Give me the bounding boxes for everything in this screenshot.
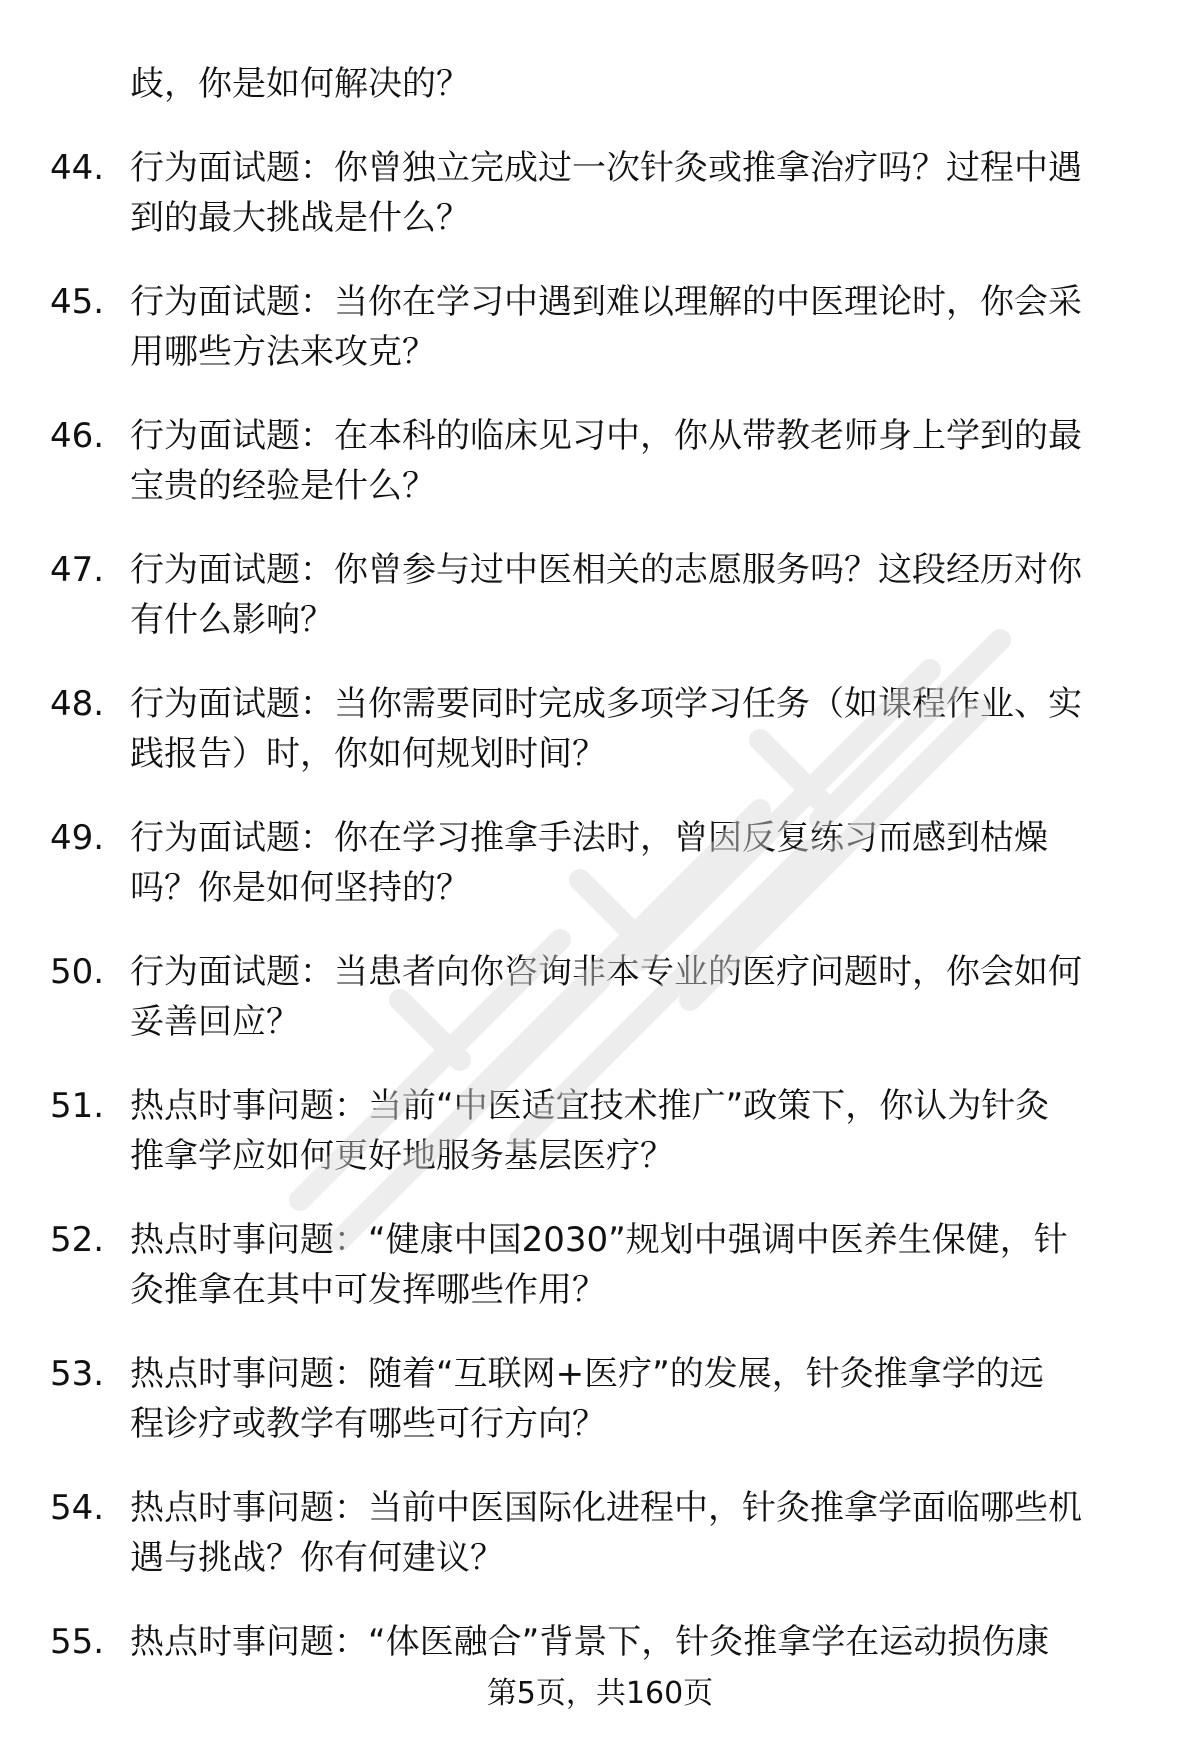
question-text-line: 有什么影响？ bbox=[130, 600, 334, 640]
question-number: 52. bbox=[50, 1220, 105, 1260]
question-text-line: 行为面试题：当患者向你咨询非本专业的医疗问题时，你会如何 bbox=[130, 952, 1082, 992]
continued-question-text: 歧，你是如何解决的？ bbox=[130, 64, 470, 104]
question-number: 45. bbox=[50, 282, 105, 322]
question-text-line: 到的最大挑战是什么？ bbox=[130, 198, 470, 238]
question-text-line: 行为面试题：当你需要同时完成多项学习任务（如课程作业、实 bbox=[130, 684, 1082, 724]
question-text-line: 热点时事问题：“健康中国2030”规划中强调中医养生保健，针 bbox=[130, 1220, 1068, 1260]
question-text-line: 热点时事问题：“体医融合”背景下，针灸推拿学在运动损伤康 bbox=[130, 1622, 1050, 1662]
list-item bbox=[0, 1348, 1200, 1482]
list-item bbox=[0, 1214, 1200, 1348]
question-text-line: 热点时事问题：当前中医国际化进程中，针灸推拿学面临哪些机 bbox=[130, 1488, 1082, 1528]
question-list bbox=[0, 142, 1200, 1750]
list-item bbox=[0, 1080, 1200, 1214]
question-text-line: 推拿学应如何更好地服务基层医疗？ bbox=[130, 1136, 674, 1176]
question-text-line: 热点时事问题：当前“中医适宜技术推广”政策下，你认为针灸 bbox=[130, 1086, 1050, 1126]
question-number: 50. bbox=[50, 952, 105, 992]
question-text-line: 热点时事问题：随着“互联网+医疗”的发展，针灸推拿学的远 bbox=[130, 1354, 1044, 1394]
question-text-line: 用哪些方法来攻克？ bbox=[130, 332, 436, 372]
list-item bbox=[0, 410, 1200, 544]
question-text-line: 妥善回应？ bbox=[130, 1002, 300, 1042]
question-text-line: 灸推拿在其中可发挥哪些作用？ bbox=[130, 1270, 606, 1310]
question-text-line: 行为面试题：你曾参与过中医相关的志愿服务吗？这段经历对你 bbox=[130, 550, 1082, 590]
list-item bbox=[0, 1482, 1200, 1616]
question-text-line: 宝贵的经验是什么？ bbox=[130, 466, 436, 506]
question-text-line: 行为面试题：在本科的临床见习中，你从带教老师身上学到的最 bbox=[130, 416, 1082, 456]
question-number: 54. bbox=[50, 1488, 105, 1528]
page-number-footer: 第5页，共160页 bbox=[486, 1676, 714, 1711]
list-item bbox=[0, 812, 1200, 946]
question-number: 51. bbox=[50, 1086, 105, 1126]
question-number: 48. bbox=[50, 684, 105, 724]
question-text-line: 程诊疗或教学有哪些可行方向？ bbox=[130, 1404, 606, 1444]
list-item bbox=[0, 142, 1200, 276]
question-number: 53. bbox=[50, 1354, 105, 1394]
question-number: 44. bbox=[50, 148, 105, 188]
list-item bbox=[0, 678, 1200, 812]
question-number: 47. bbox=[50, 550, 105, 590]
question-number: 55. bbox=[50, 1622, 105, 1662]
list-item bbox=[0, 946, 1200, 1080]
question-text-line: 行为面试题：当你在学习中遇到难以理解的中医理论时，你会采 bbox=[130, 282, 1082, 322]
question-text-line: 行为面试题：你在学习推拿手法时，曾因反复练习而感到枯燥 bbox=[130, 818, 1048, 858]
list-item bbox=[0, 276, 1200, 410]
question-number: 46. bbox=[50, 416, 105, 456]
list-item bbox=[0, 544, 1200, 678]
question-text-line: 吗？你是如何坚持的？ bbox=[130, 868, 470, 908]
question-number: 49. bbox=[50, 818, 105, 858]
question-text-line: 行为面试题：你曾独立完成过一次针灸或推拿治疗吗？过程中遇 bbox=[130, 148, 1082, 188]
question-text-line: 遇与挑战？你有何建议？ bbox=[130, 1538, 504, 1578]
question-text-line: 践报告）时，你如何规划时间？ bbox=[130, 734, 606, 774]
